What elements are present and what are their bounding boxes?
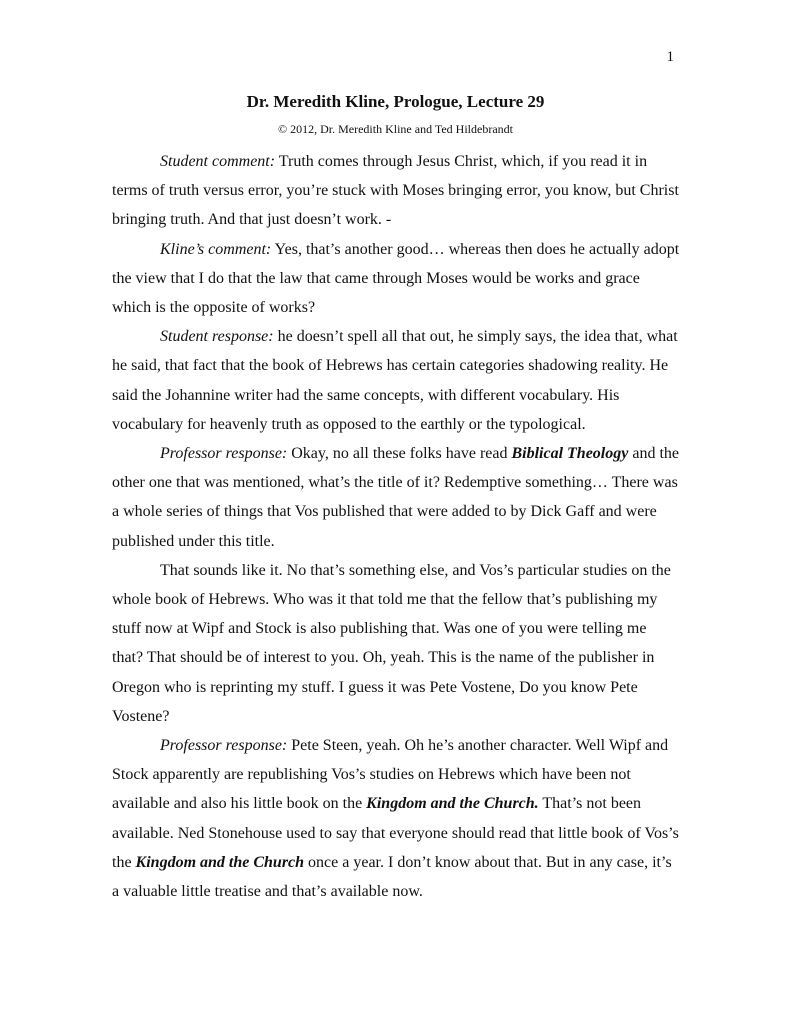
speaker-label: Professor response: bbox=[160, 445, 288, 463]
paragraph-text: and the other one that was mentioned, what’s the title of it? Redemptive something… There was a whole series of things that Vos published that were added to by Dick Gaff and were published under this title. bbox=[112, 445, 679, 550]
paragraph-text: Pete Steen, yeah. Oh he’s another character. Well Wipf and Stock apparently are republishing Vos’s studies on Hebrews which have been not available and also his little book on the bbox=[112, 737, 669, 813]
book-title: Kingdom and the Church bbox=[135, 853, 305, 871]
paragraph-text: That’s not been available. Ned Stonehouse used to say that everyone should read that little book of Vos’s the bbox=[112, 795, 679, 871]
paragraph-kline-comment bbox=[112, 235, 680, 323]
paragraph-text: once a year. I don’t know about that. But in any case, it’s a valuable little treatise and that’s available now. bbox=[112, 853, 672, 901]
paragraph-text: Truth comes through Jesus Christ, which, if you read it in terms of truth versus error, you’re stuck with Moses bringing error, you know, but Christ bringing truth. And that just doesn’t work. - bbox=[112, 153, 679, 229]
book-title: Kingdom and the Church. bbox=[366, 795, 539, 813]
book-title: Biblical Theology bbox=[511, 445, 629, 463]
paragraph-text: That sounds like it. No that’s something else, and Vos’s particular studies on the whole book of Hebrews. Who was it that told me that the fellow that’s publishing my stuff now at Wipf and Stock is also publishing that. Was one of you were telling me that? That should be of interest to you. Oh, yeah. This is the name of the publisher in Oregon who is reprinting my stuff. I guess it was Pete Vostene, Do you know Pete Vostene? bbox=[112, 561, 671, 725]
paragraph-student-response bbox=[112, 322, 680, 439]
paragraph-text: Yes, that’s another good… whereas then does he actually adopt the view that I do that the law that came through Moses would be works and grace which is the opposite of works? bbox=[112, 240, 680, 317]
speaker-label: Student response: bbox=[160, 328, 274, 346]
paragraph-professor-response bbox=[112, 439, 680, 556]
paragraph-text: he doesn’t spell all that out, he simply says, the idea that, what he said, that fact that the book of Hebrews has certain categories shadowing reality. He said the Johannine writer had the same concepts, with different vocabulary. His vocabulary for heavenly truth as opposed to the earthly or the typological. bbox=[112, 328, 678, 433]
copyright-line: © 2012, Dr. Meredith Kline and Ted Hildebrandt bbox=[277, 122, 513, 136]
paragraph-continuation bbox=[112, 556, 680, 731]
speaker-label: Kline’s comment: bbox=[160, 240, 272, 258]
transcript-body bbox=[112, 147, 680, 906]
page-number: 1 bbox=[666, 49, 674, 65]
paragraph-professor-response-2 bbox=[112, 731, 680, 906]
paragraph-student-comment bbox=[112, 147, 680, 235]
paragraph-text: Okay, no all these folks have read bbox=[287, 445, 512, 463]
speaker-label: Professor response: bbox=[160, 737, 288, 755]
document-title: Dr. Meredith Kline, Prologue, Lecture 29 bbox=[246, 92, 545, 111]
speaker-label: Student comment: bbox=[160, 153, 276, 170]
